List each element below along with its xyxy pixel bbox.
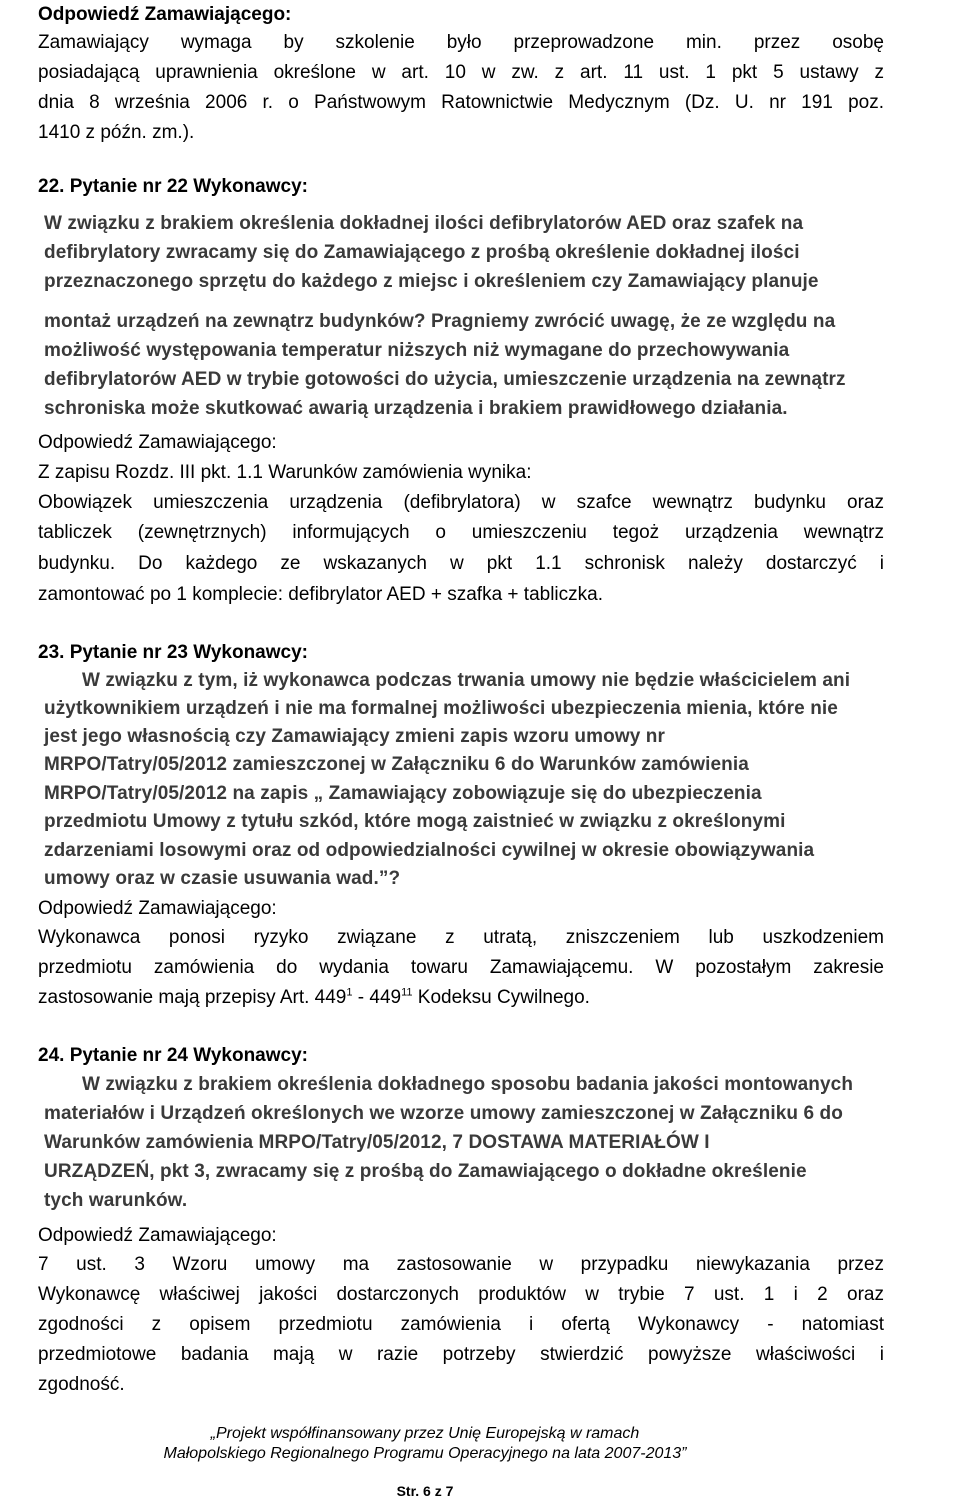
answer-heading-24: Odpowiedź Zamawiającego: — [38, 1225, 277, 1246]
question-22-line-7: schroniska może skutkować awarią urządzenia i brakiem prawidłowego działania. — [44, 398, 788, 419]
answer-23-line-2: przedmiotu zamówienia do wydania towaru Zamawiającemu. W pozostałym zakresie — [38, 957, 884, 978]
question-23-line-2: użytkownikiem urządzeń i nie ma formalnej możliwości ubezpieczenia mienia, które nie — [44, 698, 838, 719]
question-24-line-4: URZĄDZEŃ, pkt 3, zwracamy się z prośbą do Zamawiającego o dokładne określenie — [44, 1161, 807, 1182]
question-22-line-5: możliwość występowania temperatur niższych niż wymagane do przechowywania — [44, 340, 790, 361]
answer-heading-21: Odpowiedź Zamawiającego: — [38, 4, 292, 25]
question-22-line-4: montaż urządzeń na zewnątrz budynków? Pragniemy zwrócić uwagę, że ze względu na — [44, 311, 836, 332]
intro-line-4: 1410 z późn. zm.). — [38, 122, 195, 143]
question-24-line-1: W związku z brakiem określenia dokładnego sposobu badania jakości montowanych — [82, 1074, 854, 1095]
answer-24-line-5: zgodność. — [38, 1374, 125, 1395]
question-22-heading: 22. Pytanie nr 22 Wykonawcy: — [38, 176, 308, 197]
answer-24-line-3: zgodności z opisem przedmiotu zamówienia i ofertą Wykonawcy - natomiast — [38, 1314, 884, 1335]
question-24-line-3: Warunków zamówienia MRPO/Tatry/05/2012, 7 DOSTAWA MATERIAŁÓW I — [44, 1132, 710, 1153]
answer-22-line-1: Z zapisu Rozdz. III pkt. 1.1 Warunków zamówienia wynika: — [38, 462, 532, 483]
question-22-line-1: W związku z brakiem określenia dokładnej ilości defibrylatorów AED oraz szafek na — [44, 213, 804, 234]
question-22-line-3: przeznaczonego sprzętu do każdego z miejsc i określeniem czy Zamawiający planuje — [44, 271, 819, 292]
answer-22-line-3: tabliczek (zewnętrznych) informujących o umieszczeniu tegoż urządzenia wewnątrz — [38, 522, 884, 543]
answer-23-line-3 — [38, 987, 590, 1009]
answer-heading-23: Odpowiedź Zamawiającego: — [38, 898, 277, 919]
answer-heading-22: Odpowiedź Zamawiającego: — [38, 432, 277, 453]
question-23-line-4: MRPO/Tatry/05/2012 zamieszczonej w Załączniku 6 do Warunków zamówienia — [44, 754, 749, 775]
answer-23-text-b: - 449 — [352, 987, 402, 1008]
footer-line-2: Małopolskiego Regionalnego Programu Operacyjnego na lata 2007-2013” — [163, 1445, 687, 1462]
superscript-11: 11 — [401, 986, 413, 999]
question-23-line-6: przedmiotu Umowy z tytułu szkód, które mogą zaistnieć w związku z określonymi — [44, 811, 786, 832]
superscript-1: 1 — [346, 986, 353, 999]
intro-line-3: dnia 8 września 2006 r. o Państwowym Ratownictwie Medycznym (Dz. U. nr 191 poz. — [38, 92, 884, 113]
question-23-line-1: W związku z tym, iż wykonawca podczas trwania umowy nie będzie właścicielem ani — [82, 670, 851, 691]
question-23-line-5: MRPO/Tatry/05/2012 na zapis „ Zamawiający zobowiązuje się do ubezpieczenia — [44, 783, 762, 804]
answer-24-line-2: Wykonawcę właściwej jakości dostarczonych produktów w trybie 7 ust. 1 i 2 oraz — [38, 1284, 884, 1305]
question-22-line-2: defibrylatory zwracamy się do Zamawiającego z prośbą określenie dokładnej ilości — [44, 242, 800, 263]
answer-23-text-c: Kodeksu Cywilnego. — [412, 987, 590, 1008]
question-24-heading: 24. Pytanie nr 24 Wykonawcy: — [38, 1045, 308, 1066]
question-24-line-2: materiałów i Urządzeń określonych we wzorze umowy zamieszczonej w Załączniku 6 do — [44, 1103, 843, 1124]
answer-22-line-5: zamontować po 1 komplecie: defibrylator AED + szafka + tabliczka. — [38, 584, 603, 605]
intro-line-1: Zamawiający wymaga by szkolenie było przeprowadzone min. przez osobę — [38, 32, 884, 53]
question-24-line-5: tych warunków. — [44, 1190, 188, 1211]
question-23-heading: 23. Pytanie nr 23 Wykonawcy: — [38, 642, 308, 663]
answer-24-line-4: przedmiotowe badania mają w razie potrzeby stwierdzić powyższe właściwości i — [38, 1344, 884, 1365]
footer-line-1: „Projekt współfinansowany przez Unię Europejską w ramach — [210, 1425, 640, 1442]
answer-22-line-2: Obowiązek umieszczenia urządzenia (defibrylatora) w szafce wewnątrz budynku oraz — [38, 492, 884, 513]
page-number: Str. 6 z 7 — [396, 1483, 454, 1499]
question-23-line-3: jest jego własnością czy Zamawiający zmieni zapis wzoru umowy nr — [44, 726, 665, 747]
answer-24-line-1: 7 ust. 3 Wzoru umowy ma zastosowanie w przypadku niewykazania przez — [38, 1254, 884, 1275]
question-23-line-8: umowy oraz w czasie usuwania wad.”? — [44, 868, 401, 889]
answer-23-line-1: Wykonawca ponosi ryzyko związane z utratą, zniszczeniem lub uszkodzeniem — [38, 927, 884, 948]
intro-line-2: posiadającą uprawnienia określone w art. 10 w zw. z art. 11 ust. 1 pkt 5 ustawy z — [38, 62, 884, 83]
answer-23-text-a: zastosowanie mają przepisy Art. 449 — [38, 987, 347, 1008]
answer-22-line-4: budynku. Do każdego ze wskazanych w pkt 1.1 schronisk należy dostarczyć i — [38, 553, 884, 574]
question-23-line-7: zdarzeniami losowymi oraz od odpowiedzialności cywilnej w okresie obowiązywania — [44, 840, 815, 861]
question-22-line-6: defibrylatorów AED w trybie gotowości do użycia, umieszczenie urządzenia na zewnątrz — [44, 369, 846, 390]
